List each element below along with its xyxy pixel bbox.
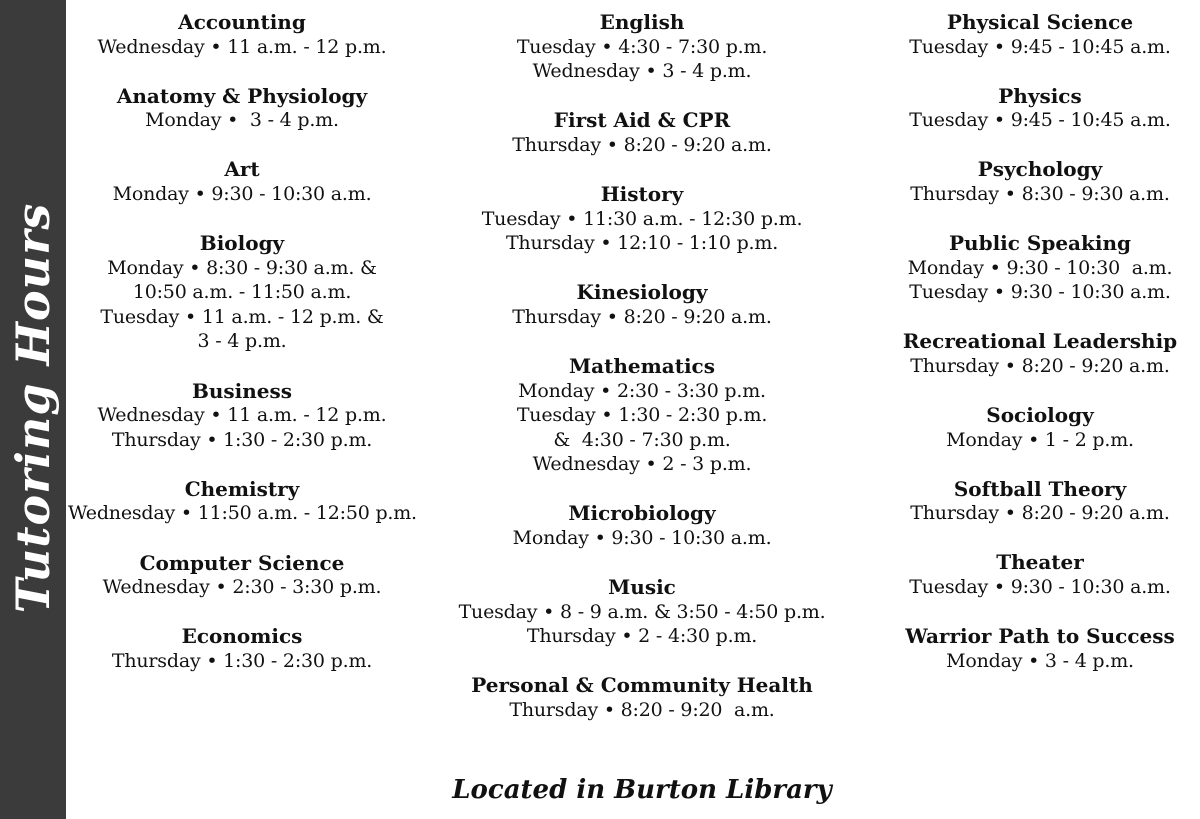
- subject-name: Psychology: [977, 157, 1103, 182]
- schedule-time: Monday • 8:30 - 9:30 a.m. &: [107, 256, 377, 279]
- subject-entry: [68, 551, 416, 600]
- schedule-time: Monday • 2:30 - 3:30 p.m.: [518, 379, 766, 402]
- schedule-time: Wednesday • 3 - 4 p.m.: [532, 60, 752, 83]
- schedule-time: & 4:30 - 7:30 p.m.: [553, 428, 731, 451]
- schedule-time: Tuesday • 9:30 - 10:30 a.m.: [909, 281, 1171, 304]
- schedule-time: Wednesday • 11 a.m. - 12 p.m.: [97, 404, 387, 427]
- subject-name: Theater: [996, 550, 1084, 575]
- subject-entry: [448, 280, 836, 329]
- schedule-time: Tuesday • 8 - 9 a.m. & 3:50 - 4:50 p.m.: [458, 600, 826, 623]
- subject-entry: [880, 550, 1200, 599]
- schedule-time: Thursday • 8:20 - 9:20 a.m.: [910, 502, 1170, 525]
- schedule-time: Wednesday • 11:50 a.m. - 12:50 p.m.: [68, 502, 417, 525]
- subject-name: Accounting: [178, 10, 306, 34]
- schedule-time: Monday • 9:30 - 10:30 a.m.: [907, 256, 1173, 279]
- subject-entry: [880, 84, 1200, 133]
- subject-entry: [68, 231, 416, 354]
- subject-entry: [68, 157, 416, 206]
- schedule-time: Tuesday • 9:45 - 10:45 a.m.: [909, 109, 1171, 132]
- subject-entry: [880, 10, 1200, 59]
- schedule-time: Thursday • 12:10 - 1:10 p.m.: [505, 232, 779, 255]
- subject-name: Business: [191, 378, 293, 403]
- subject-entry: [68, 477, 416, 526]
- schedule-time: Wednesday • 2:30 - 3:30 p.m.: [102, 576, 382, 599]
- subject-name: Chemistry: [184, 476, 300, 501]
- schedule-time: Tuesday • 9:30 - 10:30 a.m.: [909, 576, 1171, 598]
- subject-entry: [880, 157, 1200, 206]
- schedule-time: Monday • 1 - 2 p.m.: [946, 428, 1134, 451]
- location-footer: Located in Burton Library: [452, 775, 832, 805]
- subject-name: Physics: [998, 83, 1082, 108]
- title-sidebar: [0, 0, 66, 819]
- subject-entry: [880, 624, 1200, 673]
- subject-entry: [68, 84, 416, 133]
- schedule-time: Monday • 9:30 - 10:30 a.m.: [512, 527, 772, 549]
- schedule-time: Monday • 3 - 4 p.m.: [946, 649, 1134, 672]
- schedule-time: Wednesday • 11 a.m. - 12 p.m.: [97, 35, 387, 58]
- subject-name: Warrior Path to Success: [905, 624, 1175, 649]
- subject-name: Personal & Community Health: [471, 673, 813, 698]
- subject-name: Art: [224, 157, 260, 182]
- subject-entry: [448, 108, 836, 157]
- schedule-time: Wednesday • 2 - 3 p.m.: [532, 453, 752, 476]
- subject-entry: [68, 624, 416, 673]
- subject-name: Mathematics: [569, 353, 715, 378]
- subject-name: Biology: [199, 231, 285, 256]
- subject-name: English: [599, 10, 685, 34]
- page-title: Tutoring Hours: [6, 202, 60, 614]
- schedule-time: Thursday • 8:30 - 9:30 a.m.: [910, 182, 1170, 205]
- subject-name: First Aid & CPR: [553, 108, 731, 133]
- subject-entry: [448, 673, 836, 722]
- subject-entry: [448, 10, 836, 84]
- subject-name: Sociology: [986, 403, 1094, 428]
- schedule-column-3: [880, 10, 1200, 698]
- subject-entry: [880, 477, 1200, 526]
- subject-entry: [68, 379, 416, 453]
- schedule-time: 10:50 a.m. - 11:50 a.m.: [132, 281, 352, 304]
- schedule-time: Tuesday • 4:30 - 7:30 p.m.: [516, 35, 768, 58]
- subject-name: Microbiology: [568, 501, 716, 526]
- schedule-time: Monday • 9:30 - 10:30 a.m.: [112, 182, 372, 205]
- subject-name: Public Speaking: [949, 231, 1131, 256]
- schedule-time: Tuesday • 9:45 - 10:45 a.m.: [909, 35, 1171, 58]
- schedule-time: Monday • 3 - 4 p.m.: [145, 109, 339, 132]
- schedule-time: Thursday • 8:20 - 9:20 a.m.: [910, 354, 1170, 377]
- subject-name: History: [600, 181, 684, 206]
- subject-entry: [448, 501, 836, 550]
- subject-name: Economics: [181, 624, 303, 649]
- schedule-column-1: [68, 10, 416, 698]
- subject-name: Recreational Leadership: [902, 329, 1178, 354]
- subject-entry: [880, 329, 1200, 378]
- subject-name: Physical Science: [946, 10, 1134, 34]
- subject-entry: [448, 575, 836, 649]
- schedule-time: Tuesday • 11:30 a.m. - 12:30 p.m.: [481, 207, 803, 230]
- schedule-time: Tuesday • 11 a.m. - 12 p.m. &: [100, 305, 384, 328]
- subject-name: Anatomy & Physiology: [116, 83, 368, 108]
- subject-name: Softball Theory: [953, 476, 1127, 501]
- subject-entry: [880, 403, 1200, 452]
- schedule-time: Thursday • 8:20 - 9:20 a.m.: [509, 698, 775, 721]
- schedule-time: Tuesday • 1:30 - 2:30 p.m.: [516, 404, 768, 427]
- schedule-time: Thursday • 8:20 - 9:20 a.m.: [512, 133, 772, 156]
- subject-name: Computer Science: [139, 550, 345, 575]
- subject-entry: [448, 182, 836, 256]
- schedule-time: Thursday • 8:20 - 9:20 a.m.: [512, 305, 772, 328]
- schedule-time: 3 - 4 p.m.: [197, 330, 287, 353]
- subject-entry: [880, 231, 1200, 305]
- schedule-time: Thursday • 1:30 - 2:30 p.m.: [111, 428, 373, 451]
- schedule-time: Thursday • 2 - 4:30 p.m.: [526, 625, 758, 648]
- subject-name: Music: [608, 575, 676, 600]
- subject-entry: [68, 10, 416, 59]
- schedule-time: Thursday • 1:30 - 2:30 p.m.: [111, 649, 373, 672]
- subject-name: Kinesiology: [576, 280, 708, 305]
- schedule-column-2: [448, 10, 836, 747]
- subject-entry: [448, 354, 836, 477]
